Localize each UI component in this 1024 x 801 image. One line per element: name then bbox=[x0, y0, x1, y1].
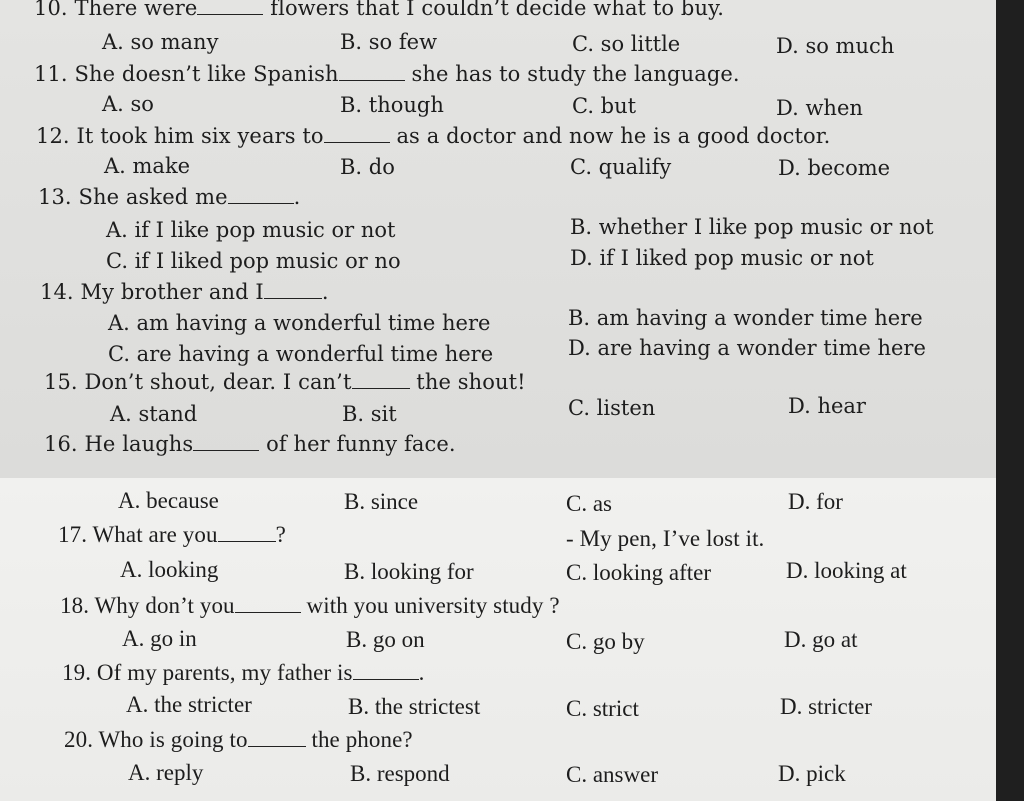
question-number: 15. bbox=[44, 370, 78, 394]
option-d: D. when bbox=[776, 96, 863, 120]
answer-blank bbox=[197, 13, 263, 15]
question-number: 19. bbox=[62, 660, 92, 685]
question-text-end: flowers that I couldn’t decide what to buy. bbox=[270, 0, 725, 20]
option-d: D. looking at bbox=[786, 558, 907, 583]
question-text: He laughs bbox=[84, 432, 194, 456]
question-number: 11. bbox=[34, 62, 68, 86]
option-c: C. are having a wonderful time here bbox=[108, 342, 494, 366]
question-11 bbox=[34, 62, 740, 86]
option-d: D. for bbox=[788, 489, 843, 514]
option-a: A. the stricter bbox=[126, 692, 252, 717]
question-number: 17. bbox=[58, 522, 88, 547]
option-b: B. do bbox=[340, 155, 395, 179]
question-text-end: the phone? bbox=[311, 727, 413, 752]
question-text: She doesn’t like Spanish bbox=[74, 62, 339, 86]
question-12 bbox=[36, 124, 830, 148]
question-text: What are you bbox=[92, 522, 218, 547]
question-20 bbox=[64, 727, 413, 753]
answer-blank bbox=[324, 141, 390, 143]
option-a: A. am having a wonderful time here bbox=[108, 311, 491, 335]
question-number: 16. bbox=[44, 432, 78, 456]
option-d: D. if I liked pop music or not bbox=[570, 246, 874, 270]
question-17-reply: - My pen, I’ve lost it. bbox=[566, 526, 765, 551]
question-10 bbox=[34, 0, 724, 20]
answer-blank bbox=[353, 678, 419, 680]
option-c: C. answer bbox=[566, 762, 658, 787]
option-b: B. go on bbox=[346, 627, 425, 652]
option-a: A. looking bbox=[120, 557, 219, 582]
option-b: B. since bbox=[344, 489, 419, 514]
answer-blank bbox=[193, 449, 259, 451]
question-text: It took him six years to bbox=[76, 124, 324, 148]
answer-blank bbox=[218, 540, 276, 542]
question-number: 18. bbox=[60, 593, 90, 618]
option-a: A. go in bbox=[122, 626, 197, 651]
question-text: Who is going to bbox=[98, 727, 248, 752]
option-d: D. go at bbox=[784, 627, 858, 652]
option-a: A. if I like pop music or not bbox=[106, 218, 396, 242]
option-b: B. respond bbox=[350, 761, 450, 786]
option-c: C. if I liked pop music or no bbox=[106, 249, 401, 273]
option-d: D. pick bbox=[778, 761, 846, 786]
option-b: B. though bbox=[340, 93, 444, 117]
option-c: C. as bbox=[566, 491, 612, 516]
question-13 bbox=[38, 185, 300, 209]
option-a: A. because bbox=[118, 488, 219, 513]
question-text-end: the shout! bbox=[416, 370, 526, 394]
question-text-end: . bbox=[418, 660, 425, 685]
question-text-end: ? bbox=[275, 522, 286, 547]
question-text: Why don’t you bbox=[94, 593, 235, 618]
question-text-end: of her funny face. bbox=[266, 432, 456, 456]
option-d: D. become bbox=[778, 156, 891, 180]
answer-blank bbox=[339, 79, 405, 81]
option-d: D. so much bbox=[776, 34, 895, 58]
question-number: 10. bbox=[34, 0, 68, 20]
answer-blank bbox=[352, 387, 410, 389]
option-c: C. strict bbox=[566, 696, 639, 721]
question-text-end: as a doctor and now he is a good doctor. bbox=[396, 124, 831, 148]
question-text-end: . bbox=[293, 185, 301, 209]
question-number: 14. bbox=[40, 280, 74, 304]
question-text: There were bbox=[74, 0, 198, 20]
option-c: C. so little bbox=[572, 32, 681, 56]
option-b: B. so few bbox=[340, 30, 438, 54]
question-text: Of my parents, my father is bbox=[96, 660, 353, 685]
question-text: My brother and I bbox=[80, 280, 264, 304]
background-edge bbox=[996, 0, 1024, 801]
option-a: A. make bbox=[104, 154, 191, 178]
option-d: D. are having a wonder time here bbox=[568, 336, 926, 360]
option-b: B. am having a wonder time here bbox=[568, 306, 923, 330]
question-text: Don’t shout, dear. I can’t bbox=[84, 370, 352, 394]
option-c: C. go by bbox=[566, 629, 645, 654]
answer-blank bbox=[235, 611, 301, 613]
option-c: C. but bbox=[572, 94, 637, 118]
option-d: D. stricter bbox=[780, 694, 872, 719]
option-a: A. stand bbox=[110, 402, 198, 426]
question-text: She asked me bbox=[78, 185, 228, 209]
answer-blank bbox=[264, 297, 322, 299]
answer-blank bbox=[248, 745, 306, 747]
question-14 bbox=[40, 280, 329, 304]
question-text-end: she has to study the language. bbox=[411, 62, 740, 86]
question-text-end: . bbox=[321, 280, 329, 304]
question-18 bbox=[60, 593, 560, 619]
option-b: B. sit bbox=[342, 402, 397, 426]
option-a: A. so many bbox=[102, 30, 219, 54]
option-c: C. looking after bbox=[566, 560, 711, 585]
question-number: 12. bbox=[36, 124, 70, 148]
answer-blank bbox=[228, 202, 294, 204]
option-c: C. qualify bbox=[570, 155, 672, 179]
option-b: B. the strictest bbox=[348, 694, 481, 719]
question-number: 13. bbox=[38, 185, 72, 209]
question-number: 20. bbox=[64, 727, 94, 752]
question-17 bbox=[58, 522, 286, 548]
question-19 bbox=[62, 660, 424, 686]
option-b: B. looking for bbox=[344, 559, 474, 584]
option-d: D. hear bbox=[788, 394, 866, 418]
option-a: A. so bbox=[102, 92, 154, 116]
question-16 bbox=[44, 432, 456, 456]
option-c: C. listen bbox=[568, 396, 656, 420]
option-a: A. reply bbox=[128, 760, 204, 785]
question-text-end: with you university study ? bbox=[306, 593, 560, 618]
option-b: B. whether I like pop music or not bbox=[570, 215, 934, 239]
question-15 bbox=[44, 370, 526, 394]
